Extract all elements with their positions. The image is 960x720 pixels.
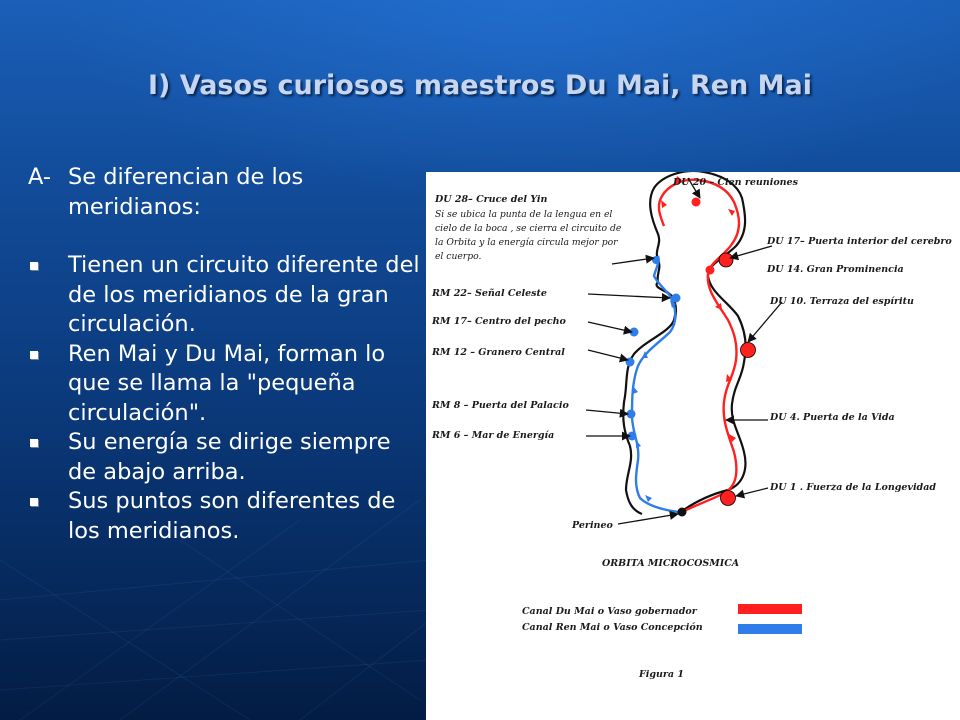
square-bullet-icon bbox=[30, 262, 38, 270]
intro-text: Se diferencian de los meridianos: bbox=[68, 164, 304, 220]
label-rm22: RM 22– Señal Celeste bbox=[432, 288, 547, 299]
slide-content bbox=[28, 163, 420, 546]
bullet-item bbox=[28, 487, 420, 546]
bullet-item bbox=[28, 428, 420, 487]
label-du20: DU 20 – Cien reuniones bbox=[673, 177, 798, 188]
bullet-text: Sus puntos son diferentes de los meridianos. bbox=[68, 488, 396, 544]
orbit-figure bbox=[426, 172, 960, 720]
label-perineo: Perineo bbox=[572, 520, 613, 531]
label-du4: DU 4. Puerta de la Vida bbox=[770, 412, 895, 423]
legend-du-mai-label: Canal Du Mai o Vaso gobernador bbox=[522, 606, 697, 617]
bullet-text: Ren Mai y Du Mai, forman lo que se llama la "pequeña circulación". bbox=[68, 340, 386, 426]
bullet-text: Tienen un circuito diferente del de los meridianos de la gran circulación. bbox=[68, 252, 420, 337]
square-bullet-icon bbox=[30, 439, 38, 447]
du28-note-line: el cuerpo. bbox=[435, 251, 482, 262]
orbit-diagram bbox=[426, 172, 960, 720]
bullet-item bbox=[28, 340, 420, 429]
orbit-title: ORBITA MICROCOSMICA bbox=[602, 558, 740, 569]
du28-note-line: cielo de la boca , se cierra el circuito de bbox=[435, 223, 622, 234]
label-du10: DU 10. Terraza del espíritu bbox=[770, 296, 914, 307]
intro-line bbox=[28, 163, 420, 222]
label-rm6: RM 6 – Mar de Energía bbox=[432, 430, 555, 441]
bullet-item bbox=[28, 251, 420, 340]
label-rm8: RM 8 – Puerta del Palacio bbox=[432, 400, 569, 411]
square-bullet-icon bbox=[30, 351, 38, 359]
perineum-point bbox=[678, 508, 687, 517]
bullet-list bbox=[28, 251, 420, 546]
du28-note-line: Si se ubica la punta de la lengua en el bbox=[435, 209, 613, 220]
slide-title: I) Vasos curiosos maestros Du Mai, Ren Mai bbox=[147, 70, 813, 101]
legend-ren-mai-swatch bbox=[738, 624, 802, 634]
label-du1: DU 1 . Fuerza de la Longevidad bbox=[770, 482, 936, 493]
legend-du-mai-swatch bbox=[738, 604, 802, 614]
label-du28: DU 28– Cruce del Yin bbox=[435, 194, 548, 205]
du-mai-channel bbox=[659, 180, 739, 512]
label-du14: DU 14. Gran Prominencia bbox=[767, 264, 904, 275]
body-outline-back bbox=[650, 172, 745, 514]
intro-prefix: A- bbox=[28, 164, 52, 190]
du28-note-line: la Orbita y la energía circula mejor por bbox=[435, 237, 618, 248]
legend bbox=[522, 604, 802, 634]
figure-caption: Figura 1 bbox=[639, 669, 684, 680]
label-du17: DU 17– Puerta interior del cerebro bbox=[767, 236, 952, 247]
square-bullet-icon bbox=[30, 498, 38, 506]
label-rm17: RM 17– Centro del pecho bbox=[432, 316, 566, 327]
legend-ren-mai-label: Canal Ren Mai o Vaso Concepción bbox=[522, 622, 703, 633]
bullet-text: Su energía se dirige siempre de abajo arriba. bbox=[68, 429, 391, 485]
label-rm12: RM 12 – Granero Central bbox=[432, 347, 565, 358]
